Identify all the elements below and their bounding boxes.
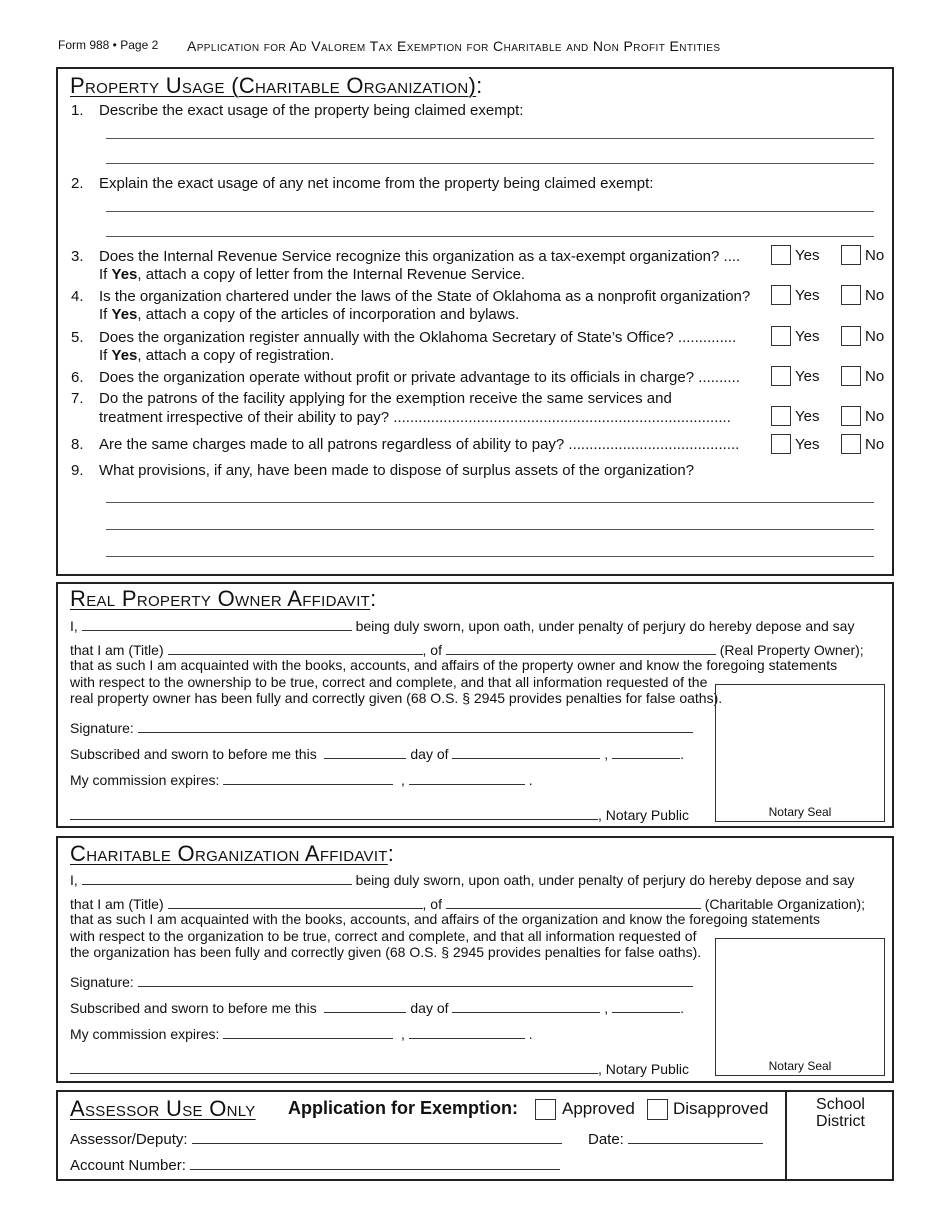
notary-seal-label: Notary Seal: [768, 805, 832, 819]
assessor-title: Assessor Use Only: [70, 1096, 256, 1121]
signature-line: Signature:: [70, 973, 693, 991]
assessor-deputy-field[interactable]: [192, 1130, 562, 1144]
charitable-title: Charitable Organization Affidavit:: [70, 841, 395, 866]
title-field[interactable]: [168, 641, 423, 655]
question-number: 3.: [71, 248, 84, 265]
q3-yes-checkbox[interactable]: [771, 245, 791, 265]
real-property-title: Real Property Owner Affidavit:: [70, 586, 377, 611]
q6-no-checkbox[interactable]: [841, 366, 861, 386]
sworn-day-field[interactable]: [324, 745, 406, 759]
q5-yes-checkbox[interactable]: [771, 326, 791, 346]
no-label: No: [865, 408, 885, 425]
yes-label: Yes: [795, 287, 820, 304]
yes-label: Yes: [795, 247, 820, 264]
property-usage-title: Property Usage (Charitable Organization):: [70, 73, 483, 98]
sworn-month-field[interactable]: [452, 745, 600, 759]
sworn-month-field[interactable]: [452, 999, 600, 1013]
question-number: 1.: [71, 102, 84, 119]
yes-label: Yes: [795, 368, 820, 385]
owner-field[interactable]: [446, 641, 716, 655]
question-1-text: Describe the exact usage of the property being claimed exempt:: [99, 102, 524, 119]
notary-name-field[interactable]: [70, 1060, 598, 1074]
affiant-line: I, being duly sworn, upon oath, under penalty of perjury do hereby depose and say: [70, 618, 855, 634]
sworn-line: Subscribed and sworn to before me this day of , .: [70, 1000, 684, 1016]
affidavit-text: real property owner has been fully and correctly given (68 O.S. § 2945 provides penalties for false oaths).: [70, 690, 723, 706]
notary-seal-box: [715, 938, 885, 1076]
signature-line: Signature:: [70, 719, 693, 737]
signature-field[interactable]: [138, 973, 693, 987]
question-number: 5.: [71, 329, 84, 346]
notary-name-field[interactable]: [70, 806, 598, 820]
affidavit-text: with respect to the organization to be true, correct and complete, and that all information requested of: [70, 928, 697, 944]
question-7-text-cont: treatment irrespective of their ability to pay? .................................................................................: [99, 409, 731, 426]
charitable-affidavit-section: [56, 836, 894, 1083]
question-2-text: Explain the exact usage of any net income from the property being claimed exempt:: [99, 175, 654, 192]
assessor-deputy-line: Assessor/Deputy:: [70, 1130, 562, 1148]
answer-line[interactable]: [106, 211, 874, 212]
affidavit-text: the organization has been fully and correctly given (68 O.S. § 2945 provides penalties for false oaths).: [70, 944, 702, 960]
q8-yes-checkbox[interactable]: [771, 434, 791, 454]
q8-no-checkbox[interactable]: [841, 434, 861, 454]
yes-label: Yes: [795, 436, 820, 453]
commission-date-field[interactable]: [223, 1025, 393, 1039]
answer-line[interactable]: [106, 163, 874, 164]
commission-line: My commission expires: , .: [70, 1026, 533, 1042]
question-3-text: Does the Internal Revenue Service recognize this organization as a tax-exempt organization? ....: [99, 248, 741, 265]
question-7-text: Do the patrons of the facility applying for the exemption receive the same services and: [99, 390, 672, 407]
approved-label: Approved: [562, 1099, 635, 1118]
title-field[interactable]: [168, 895, 423, 909]
affidavit-text: that as such I am acquainted with the books, accounts, and affairs of the property owner and know the foregoing statements: [70, 657, 838, 673]
q7-yes-checkbox[interactable]: [771, 406, 791, 426]
question-6-text: Does the organization operate without profit or private advantage to its officials in charge? ..........: [99, 369, 740, 386]
q7-no-checkbox[interactable]: [841, 406, 861, 426]
affiant-line: I, being duly sworn, upon oath, under penalty of perjury do hereby depose and say: [70, 872, 855, 888]
disapproved-label: Disapproved: [673, 1099, 769, 1118]
affidavit-text: that as such I am acquainted with the books, accounts, and affairs of the organization and know the foregoing statements: [70, 911, 820, 927]
affiant-name-field[interactable]: [82, 617, 352, 631]
affidavit-text: with respect to the ownership to be true, correct and complete, and that all information requested of the: [70, 674, 708, 690]
disapproved-checkbox[interactable]: [647, 1099, 668, 1120]
title-line: that I am (Title) , of (Real Property Owner);: [70, 642, 864, 658]
question-9-text: What provisions, if any, have been made to dispose of surplus assets of the organization?: [99, 462, 695, 479]
question-number: 9.: [71, 462, 84, 479]
question-4-text: Is the organization chartered under the laws of the State of Oklahoma as a nonprofit organization?: [99, 288, 751, 305]
organization-field[interactable]: [446, 895, 701, 909]
commission-date-field[interactable]: [223, 771, 393, 785]
answer-line[interactable]: [106, 556, 874, 557]
account-number-line: Account Number:: [70, 1156, 560, 1174]
commission-year-field[interactable]: [409, 771, 525, 785]
question-number: 6.: [71, 369, 84, 386]
question-number: 4.: [71, 288, 84, 305]
question-number: 2.: [71, 175, 84, 192]
question-3-note: If Yes, attach a copy of letter from the Internal Revenue Service.: [99, 266, 526, 283]
sworn-day-field[interactable]: [324, 999, 406, 1013]
notary-seal-box: [715, 684, 885, 822]
notary-seal-label: Notary Seal: [768, 1059, 832, 1073]
question-number: 8.: [71, 436, 84, 453]
no-label: No: [865, 247, 885, 264]
question-8-text: Are the same charges made to all patrons regardless of ability to pay? .........................................: [99, 436, 740, 453]
answer-line[interactable]: [106, 236, 874, 237]
no-label: No: [865, 436, 885, 453]
form-title: Application for Ad Valorem Tax Exemption for Charitable and Non Profit Entities: [187, 38, 721, 54]
assessor-section: [56, 1090, 894, 1181]
yes-label: Yes: [795, 328, 820, 345]
no-label: No: [865, 368, 885, 385]
q4-no-checkbox[interactable]: [841, 285, 861, 305]
q3-no-checkbox[interactable]: [841, 245, 861, 265]
affiant-name-field[interactable]: [82, 871, 352, 885]
school-district-label[interactable]: School District: [816, 1096, 865, 1130]
question-number: 7.: [71, 390, 84, 407]
question-4-note: If Yes, attach a copy of the articles of incorporation and bylaws.: [99, 306, 520, 323]
date-line: Date:: [588, 1130, 763, 1148]
date-field[interactable]: [628, 1130, 763, 1144]
q4-yes-checkbox[interactable]: [771, 285, 791, 305]
sworn-line: Subscribed and sworn to before me this day of , .: [70, 746, 684, 762]
q6-yes-checkbox[interactable]: [771, 366, 791, 386]
question-5-text: Does the organization register annually with the Oklahoma Secretary of State’s Office? ..............: [99, 329, 737, 346]
sworn-year-field[interactable]: [612, 999, 680, 1013]
approved-checkbox[interactable]: [535, 1099, 556, 1120]
sworn-year-field[interactable]: [612, 745, 680, 759]
real-property-affidavit-section: [56, 582, 894, 828]
q5-no-checkbox[interactable]: [841, 326, 861, 346]
question-5-note: If Yes, attach a copy of registration.: [99, 347, 335, 364]
account-number-field[interactable]: [190, 1156, 560, 1170]
answer-line[interactable]: [106, 529, 874, 530]
signature-field[interactable]: [138, 719, 693, 733]
no-label: No: [865, 328, 885, 345]
notary-line: , Notary Public: [70, 1060, 689, 1078]
notary-line: , Notary Public: [70, 806, 689, 824]
form-number: Form 988 • Page 2: [58, 38, 159, 52]
yes-label: Yes: [795, 408, 820, 425]
no-label: No: [865, 287, 885, 304]
application-label: Application for Exemption:: [288, 1098, 519, 1118]
answer-line[interactable]: [106, 138, 874, 139]
answer-line[interactable]: [106, 502, 874, 503]
commission-year-field[interactable]: [409, 1025, 525, 1039]
commission-line: My commission expires: , .: [70, 772, 533, 788]
title-line: that I am (Title) , of (Charitable Organization);: [70, 896, 866, 912]
property-usage-section: [56, 67, 894, 576]
